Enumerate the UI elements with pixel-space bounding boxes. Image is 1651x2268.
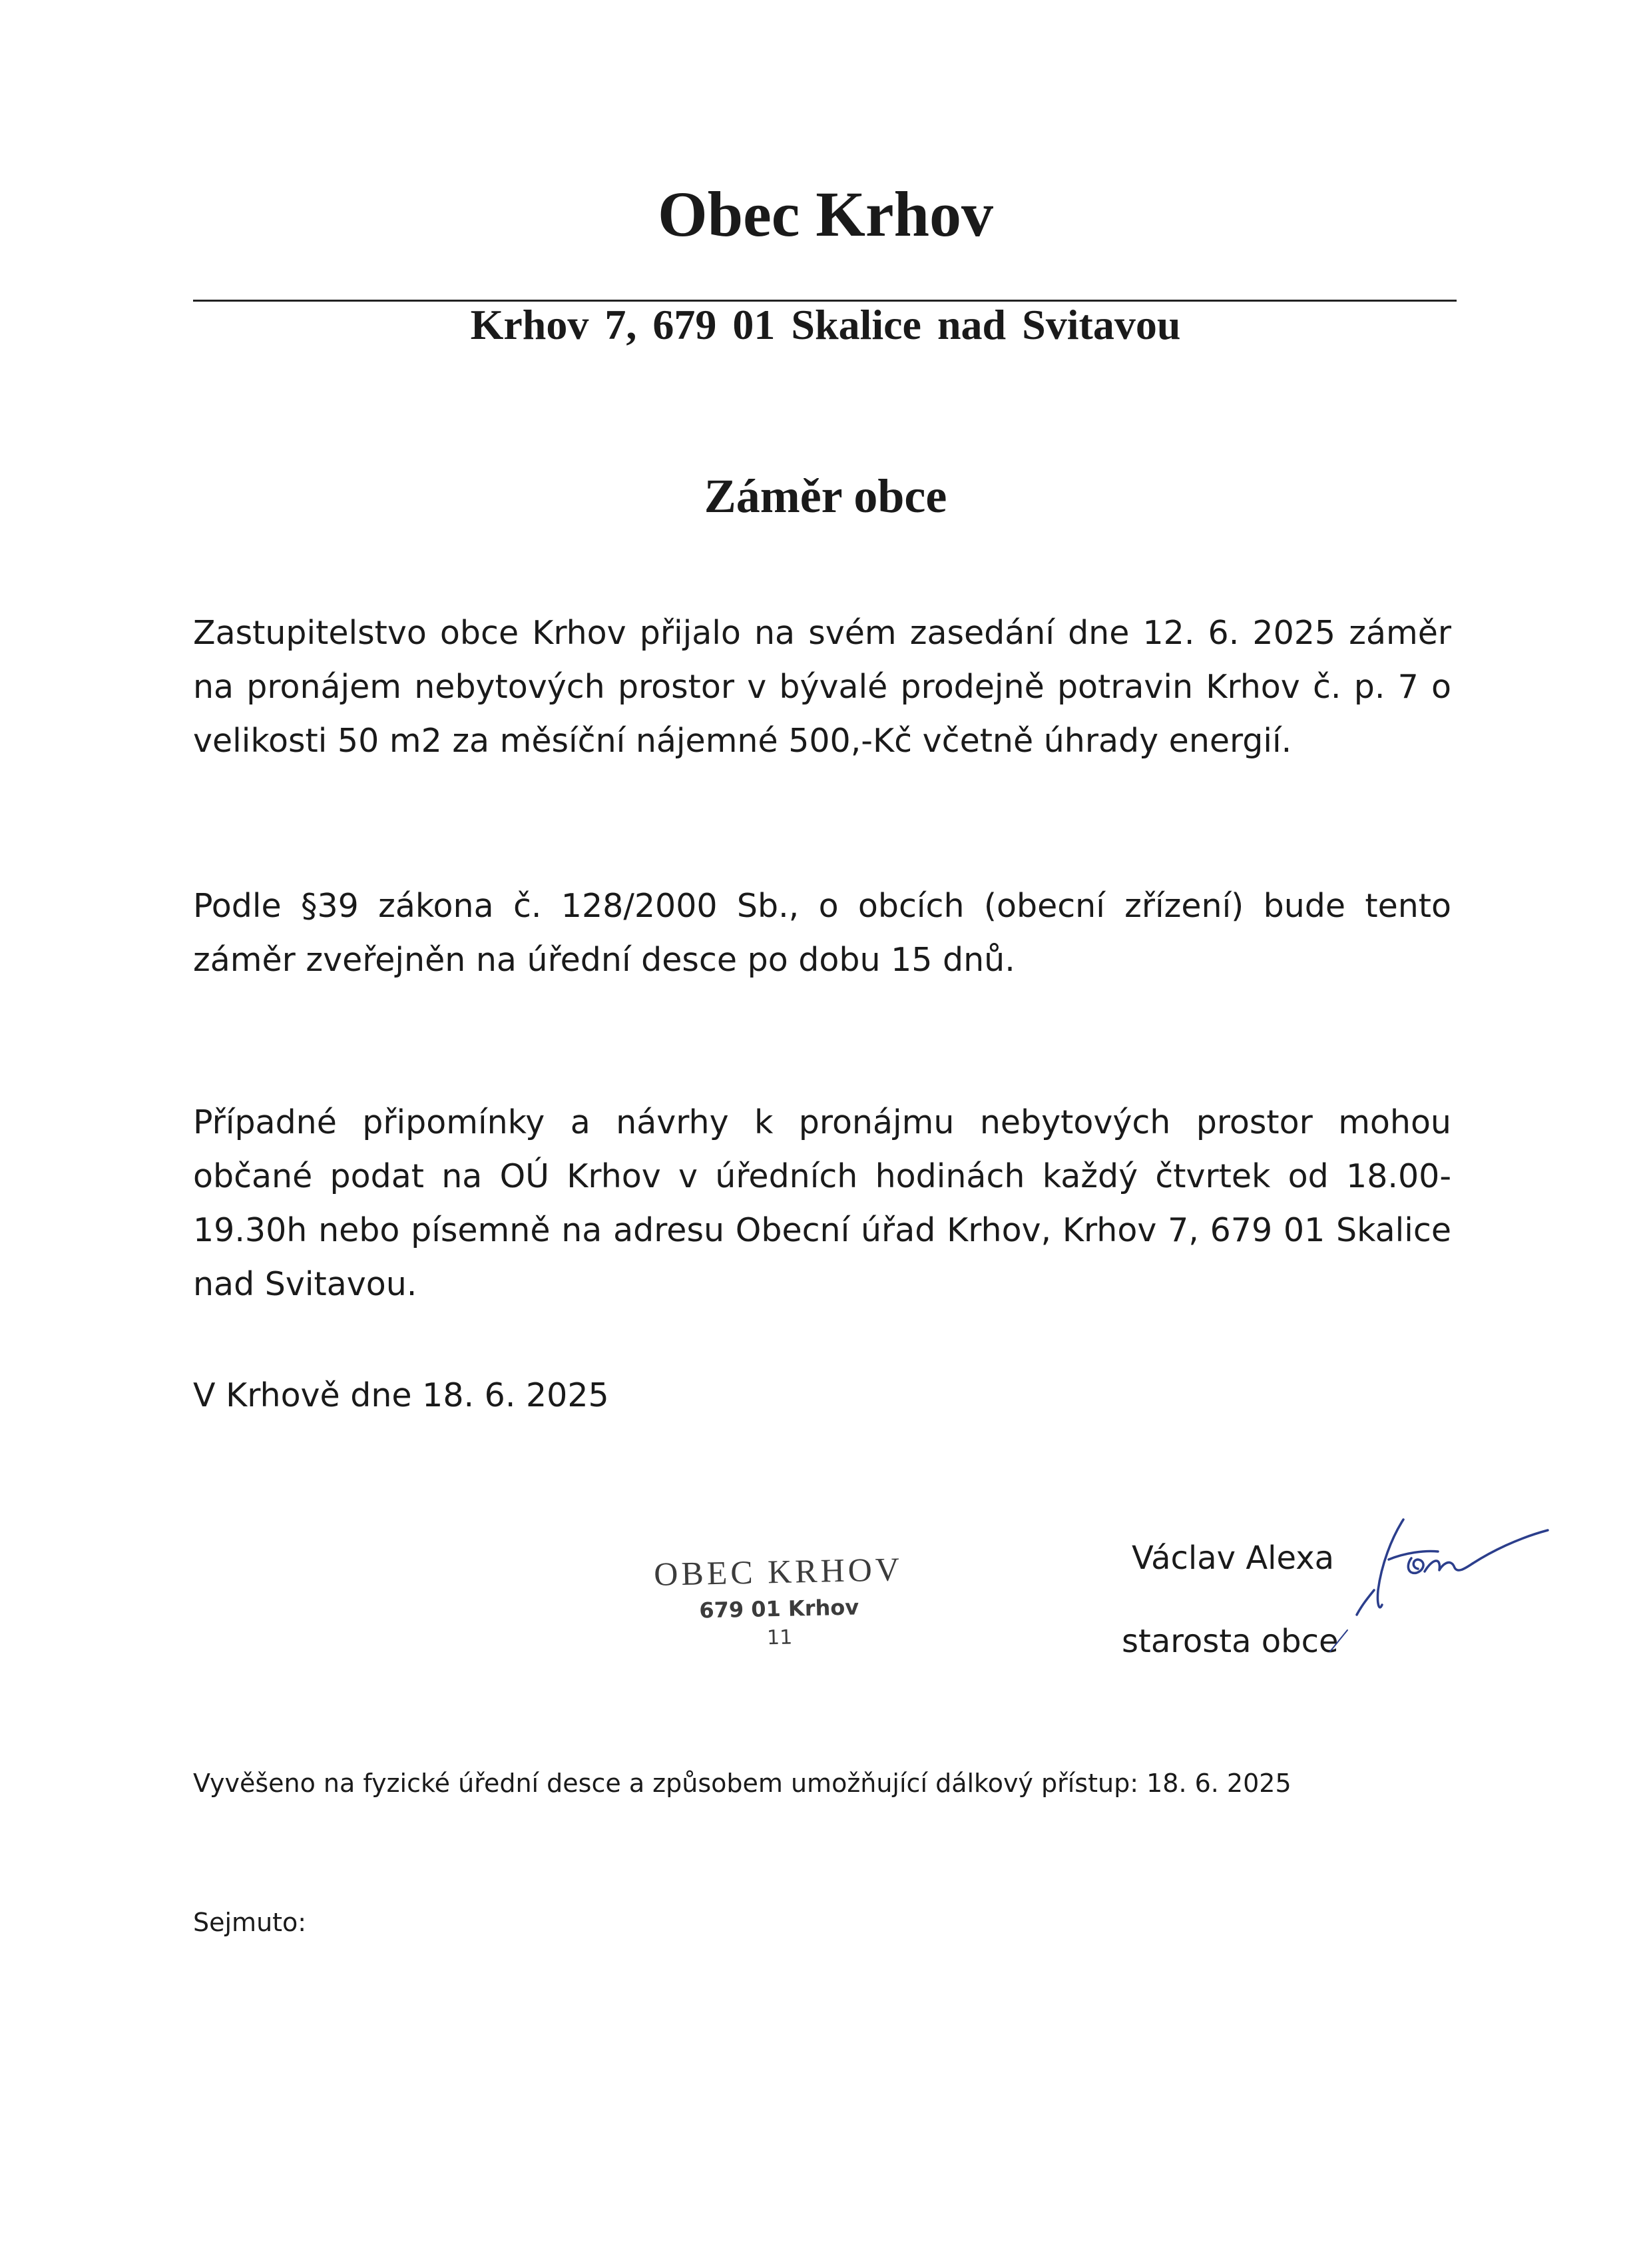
stamp-number: 11 <box>766 1625 793 1650</box>
document-heading: Záměr obce <box>704 469 947 523</box>
place-and-date: V Krhově dne 18. 6. 2025 <box>193 1376 609 1414</box>
stamp-municipality: OBEC KRHOV <box>653 1550 903 1593</box>
paragraph-legal-basis: Podle §39 zákona č. 128/2000 Sb., o obcích (obecní zřízení) bude tento záměr zveřejněn na úřední desce po dobu 15 dnů. <box>193 887 1451 979</box>
paragraph-comments: Případné připomínky a návrhy k pronájmu nebytových prostor mohou občané podat na OÚ Krhov v úředních hodinách každý čtvrtek od 18.00-19.30h nebo písemně na adresu Obecní úřad Krhov, Krhov 7, 679 01 Skalice nad Svitavou. <box>193 1103 1451 1303</box>
signatory-name: Václav Alexa <box>1132 1540 1335 1577</box>
official-stamp <box>644 1549 913 1653</box>
municipality-title: Obec Krhov <box>658 178 993 250</box>
handwritten-signature <box>1325 1512 1551 1665</box>
signatory-role: starosta obce <box>1122 1623 1339 1660</box>
stamp-postcode: 679 01 Krhov <box>698 1594 859 1623</box>
municipality-address: Krhov 7, 679 01 Skalice nad Svitavou <box>470 301 1181 348</box>
removal-note: Sejmuto: <box>193 1908 307 1937</box>
paragraph-intent: Zastupitelstvo obce Krhov přijalo na svém zasedání dne 12. 6. 2025 záměr na pronájem nebytových prostor v bývalé prodejně potravin Krhov č. p. 7 o velikosti 50 m2 za měsíční nájemné 500,-Kč včetně úhrady energií. <box>193 614 1451 760</box>
posting-note: Vyvěšeno na fyzické úřední desce a způsobem umožňující dálkový přístup: 18. 6. 2025 <box>193 1769 1292 1798</box>
